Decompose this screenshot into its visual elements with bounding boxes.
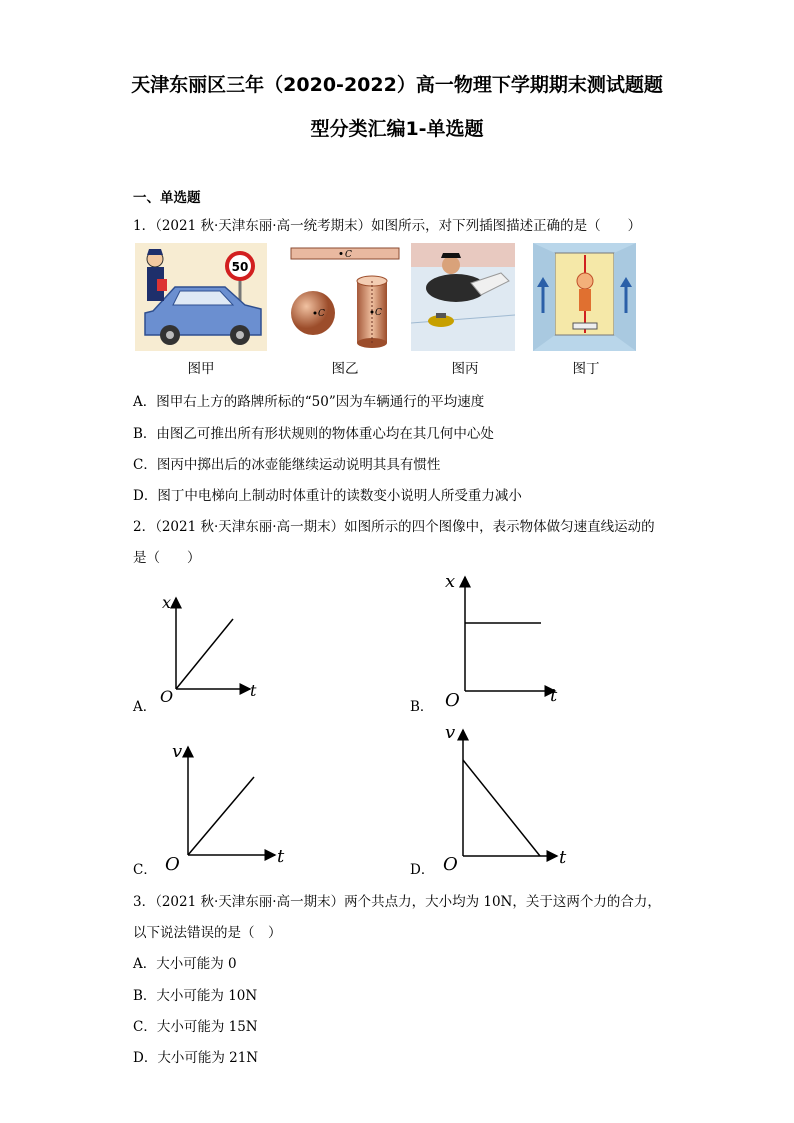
- q3-stem-line1: 3．（2021 秋·天津东丽·高一期末）两个共点力，大小均为 10N，关于这两个力的合力，: [133, 894, 661, 910]
- graph-a-origin: O: [160, 687, 174, 706]
- q1-option-c: C．图丙中掷出后的冰壶能继续运动说明其具有惯性: [133, 457, 441, 473]
- q1-option-a: A．图甲右上方的路牌所标的“50”因为车辆通行的平均速度: [133, 394, 485, 410]
- graph-c-y-label: v: [172, 741, 183, 762]
- graph-b-x-label: t: [550, 685, 558, 706]
- document-title-line2: 型分类汇编1-单选题: [310, 118, 484, 140]
- figure-ding-elevator: [533, 243, 636, 351]
- q3-option-d: D．大小可能为 21N: [133, 1050, 259, 1066]
- graph-a-y-label: x: [162, 593, 172, 612]
- q2-stem-line2: 是（ ）: [133, 550, 201, 566]
- document-title-line1: 天津东丽区三年（2020-2022）高一物理下学期期末测试题题: [131, 74, 663, 96]
- q1-option-b: B．由图乙可推出所有形状规则的物体重心均在其几何中心处: [133, 426, 494, 442]
- q1-stem: 1．（2021 秋·天津东丽·高一统考期末）如图所示，对下列插图描述正确的是（ ）: [133, 218, 642, 234]
- graph-c-x-label: t: [277, 846, 285, 867]
- bar-c-label: C: [345, 250, 352, 260]
- figure-bing-curling: [411, 243, 515, 351]
- graph-d-x-label: t: [559, 847, 567, 868]
- q3-option-c: C．大小可能为 15N: [133, 1019, 258, 1035]
- q3-option-b: B．大小可能为 10N: [133, 988, 258, 1004]
- q3-stem-line2: 以下说法错误的是（ ）: [133, 925, 282, 941]
- caption-ding: 图丁: [572, 361, 600, 377]
- caption-bing: 图丙: [451, 361, 479, 377]
- q3-option-a: A．大小可能为 0: [133, 956, 237, 972]
- graph-c-origin: O: [165, 854, 180, 875]
- ball-c-label: C: [318, 309, 325, 319]
- sign-speed-text: 50: [231, 260, 249, 274]
- graph-b-x-t-horizontal: [440, 565, 570, 710]
- figure-jia-car-sign: [135, 243, 267, 351]
- graph-b-y-label: x: [445, 571, 456, 592]
- section-heading: 一、单选题: [133, 190, 201, 206]
- q2-stem-line1: 2．（2021 秋·天津东丽·高一期末）如图所示的四个图像中，表示物体做匀速直线运动的: [133, 519, 655, 535]
- graph-d-y-label: v: [445, 722, 456, 743]
- q1-option-d: D．图丁中电梯向上制动时体重计的读数变小说明人所受重力减小: [133, 488, 522, 504]
- caption-yi: 图乙: [331, 361, 359, 377]
- graph-b-origin: O: [445, 690, 460, 710]
- graph-b-label: B．: [410, 699, 434, 715]
- graph-a-x-label: t: [250, 681, 257, 700]
- caption-jia: 图甲: [187, 361, 215, 377]
- graph-a-x-t-rising: [155, 588, 265, 708]
- figure-yi-center-of-gravity: [285, 243, 405, 351]
- graph-c-label: C．: [133, 862, 157, 878]
- graph-c-v-t-rising: [160, 735, 290, 875]
- graph-d-label: D．: [410, 862, 435, 878]
- graph-d-v-t-falling: [440, 718, 580, 875]
- graph-a-label: A．: [133, 699, 157, 715]
- graph-d-origin: O: [443, 854, 458, 875]
- cylinder-c-label: C: [375, 308, 382, 318]
